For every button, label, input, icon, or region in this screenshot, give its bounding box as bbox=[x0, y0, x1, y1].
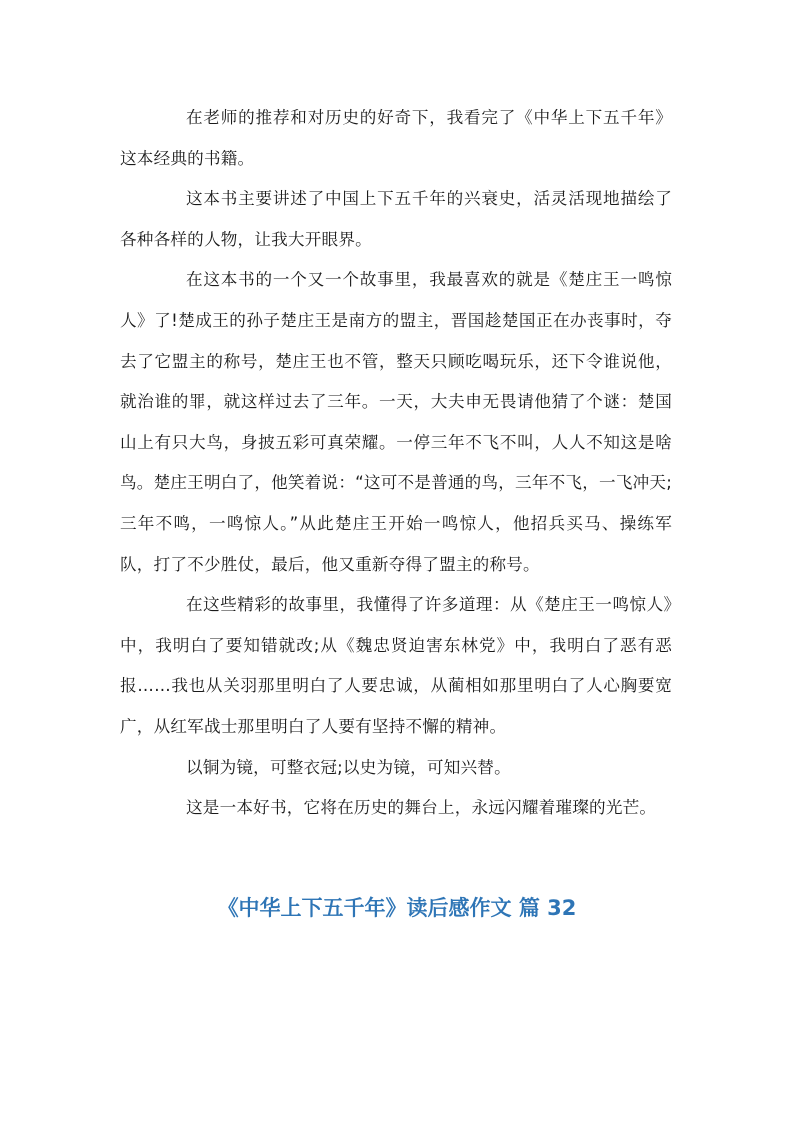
section-heading: 《中华上下五千年》读后感作文 篇 32 bbox=[217, 896, 577, 920]
paragraph-quote: 以铜为镜，可整衣冠;以史为镜，可知兴替。 bbox=[186, 757, 511, 777]
paragraph-story: 在这本书的一个又一个故事里，我最喜欢的就是《楚庄王一鸣惊人》了!楚成王的孙子楚庄王是南方的盟主，晋国趁楚国正在办丧事时，夺去了它盟主的称号，楚庄王也不管，整天只顾吃喝玩乐，还下令谁说他，就治谁的罪，就这样过去了三年。一天，大夫申无畏请他猜了个谜：楚国山上有只大鸟，身披五彩可真荣耀。一停三年不飞不叫，人人不知这是啥鸟。楚庄王明白了，他笑着说：“这可不是普通的鸟，三年不飞，一飞冲天;三年不鸣，一鸣惊人。”从此楚庄王开始一鸣惊人，他招兵买马、操练军队，打了不少胜仗，最后，他又重新夺得了盟主的称号。 bbox=[120, 270, 672, 574]
paragraph-conclusion: 这是一本好书，它将在历史的舞台上，永远闪耀着璀璨的光芒。 bbox=[186, 798, 657, 818]
document-body bbox=[120, 98, 672, 829]
paragraph-intro: 在老师的推荐和对历史的好奇下，我看完了《中华上下五千年》这本经典的书籍。 bbox=[120, 108, 672, 168]
paragraph-summary: 这本书主要讲述了中国上下五千年的兴衰史，活灵活现地描绘了各种各样的人物，让我大开眼界。 bbox=[120, 189, 672, 249]
paragraph-lessons: 在这些精彩的故事里，我懂得了许多道理：从《楚庄王一鸣惊人》中，我明白了要知错就改;从《魏忠贤迫害东林党》中，我明白了恶有恶报……我也从关羽那里明白了人要忠诚，从蔺相如那里明白了人心胸要宽广，从红军战士那里明白了人要有坚持不懈的精神。 bbox=[120, 595, 672, 736]
